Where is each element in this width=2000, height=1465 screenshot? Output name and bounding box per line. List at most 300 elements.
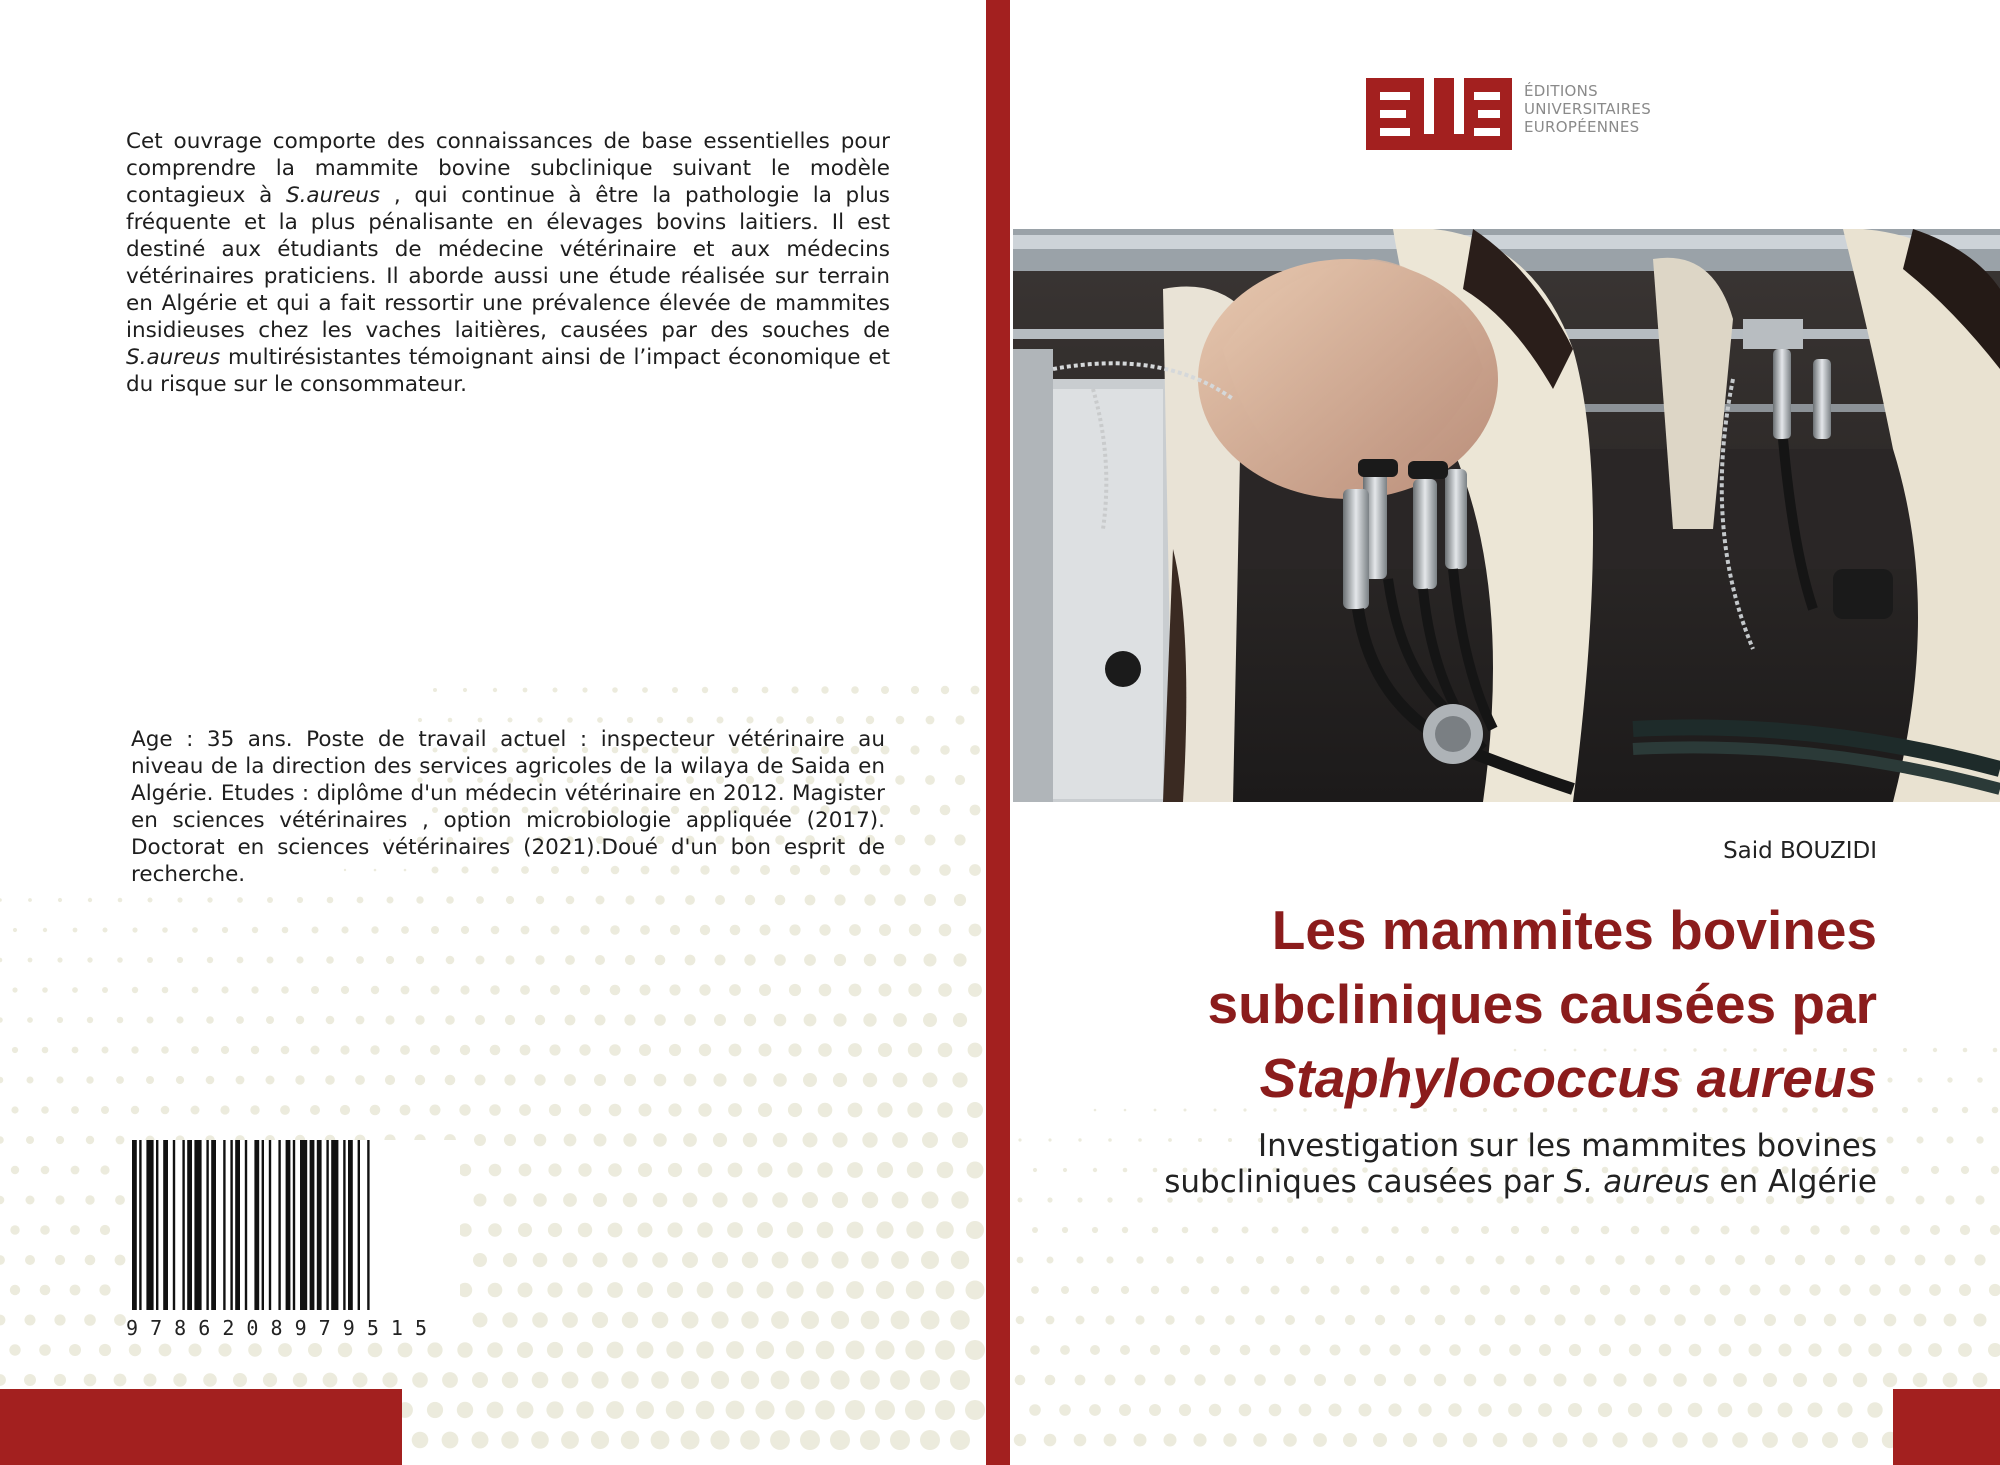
halftone-dot (639, 1044, 651, 1056)
halftone-dot (941, 686, 949, 694)
halftone-dot (860, 1370, 880, 1390)
halftone-dot (207, 957, 213, 963)
halftone-dot (233, 1373, 247, 1387)
halftone-dot (861, 1311, 880, 1330)
halftone-dot (518, 1283, 533, 1298)
halftone-dot (1765, 1255, 1775, 1265)
halftone-dot (594, 1074, 606, 1086)
halftone-dot (969, 924, 982, 937)
barcode-bar (173, 1140, 175, 1310)
halftone-dot (446, 956, 455, 965)
halftone-dot (1301, 1226, 1308, 1233)
halftone-dot (1600, 1285, 1610, 1295)
isbn-digits: 9 7 8 6 2 0 8 9 7 9 5 1 5 (126, 1316, 428, 1340)
halftone-dot (876, 1281, 894, 1299)
halftone-dot (1554, 1314, 1565, 1325)
halftone-dot (866, 716, 874, 724)
halftone-dot (1405, 1315, 1415, 1325)
halftone-dot (1961, 1166, 1969, 1174)
halftone-dot (1810, 1225, 1819, 1234)
halftone-dot (1989, 1284, 2000, 1296)
halftone-dot (176, 1076, 184, 1084)
halftone-dot (832, 1192, 848, 1208)
halftone-dot (1166, 1256, 1174, 1264)
halftone-dot (817, 1162, 833, 1178)
halftone-dot (1645, 1255, 1655, 1265)
halftone-dot (1932, 1107, 1938, 1113)
halftone-dot (221, 1046, 229, 1054)
blurb-part: Cet ouvrage comporte des connaissances de base essentielles pour comprendre la mammite bovine subclinique suivant le modèle contagieux à (126, 129, 890, 208)
halftone-dot (115, 1195, 125, 1205)
barcode-bar (223, 1140, 225, 1310)
halftone-dot (757, 1222, 773, 1238)
halftone-dot (653, 1133, 667, 1147)
halftone-dot (878, 1043, 892, 1057)
halftone-dot (1570, 1285, 1580, 1295)
halftone-dot (1212, 1227, 1219, 1234)
halftone-dot (1463, 1433, 1477, 1447)
halftone-dot (12, 987, 17, 992)
halftone-dot (653, 1193, 668, 1208)
halftone-dot (58, 898, 62, 902)
halftone-dot (25, 1255, 35, 1265)
halftone-dot (1917, 1077, 1922, 1082)
halftone-dot (1360, 1285, 1369, 1294)
halftone-dot (546, 1401, 563, 1418)
halftone-dot (1313, 1433, 1327, 1447)
halftone-dot (25, 1315, 36, 1326)
halftone-dot (1855, 1255, 1866, 1266)
halftone-dot (427, 1342, 442, 1357)
halftone-dot (741, 1371, 759, 1389)
halftone-dot (1764, 1314, 1776, 1326)
halftone-dot (802, 1192, 818, 1208)
halftone-dot (1478, 1403, 1492, 1417)
halftone-dot (1959, 1284, 1971, 1296)
title-line: subcliniques causées par (1207, 973, 1877, 1035)
halftone-dot (893, 1013, 907, 1027)
halftone-dot (1615, 1255, 1625, 1265)
halftone-dot (954, 834, 965, 845)
halftone-dot (612, 687, 618, 693)
halftone-dot (1825, 1255, 1835, 1265)
halftone-dot (86, 1076, 93, 1083)
halftone-dot (846, 1341, 865, 1360)
halftone-dot (1105, 1315, 1114, 1324)
halftone-dot (758, 1163, 773, 1178)
halftone-dot (131, 1046, 138, 1053)
halftone-dot (99, 1344, 111, 1356)
halftone-dot (655, 895, 665, 905)
halftone-dot (251, 1046, 259, 1054)
halftone-dot (668, 1103, 681, 1116)
halftone-dot (162, 987, 169, 994)
halftone-dot (161, 1106, 170, 1115)
halftone-dot (877, 1102, 892, 1117)
halftone-dot (1691, 1226, 1700, 1235)
halftone-dot (968, 983, 982, 997)
halftone-dot (642, 687, 648, 693)
halftone-dot (1750, 1225, 1759, 1234)
halftone-dot (430, 1045, 440, 1055)
halftone-dot (1585, 1255, 1594, 1264)
halftone-dot (1448, 1403, 1461, 1416)
halftone-dot (687, 717, 694, 724)
barcode-bar (269, 1140, 271, 1310)
halftone-dot (847, 1162, 863, 1178)
halftone-dot (966, 1281, 985, 1300)
halftone-dot (1945, 1195, 1954, 1204)
halftone-dot (222, 927, 228, 933)
halftone-dot (1209, 1404, 1221, 1416)
halftone-dot (951, 1251, 969, 1269)
halftone-dot (1047, 1257, 1054, 1264)
halftone-dot (682, 1312, 699, 1329)
halftone-dot (818, 1043, 832, 1057)
halftone-dot (594, 1134, 607, 1147)
halftone-dot (537, 717, 542, 722)
halftone-dot (652, 1252, 668, 1268)
halftone-dot (833, 1013, 846, 1026)
halftone-dot (1976, 1136, 1983, 1143)
halftone-dot (908, 983, 921, 996)
halftone-dot (1359, 1404, 1372, 1417)
halftone-dot (1975, 1195, 1984, 1204)
halftone-dot (1944, 1314, 1957, 1327)
halftone-dot (412, 1432, 429, 1449)
halftone-dot (131, 1106, 139, 1114)
halftone-dot (1090, 1345, 1100, 1355)
halftone-dot (353, 1373, 368, 1388)
halftone-dot (864, 894, 875, 905)
halftone-dot (1106, 1256, 1113, 1263)
halftone-dot (10, 1285, 20, 1295)
halftone-dot (310, 1105, 320, 1115)
halftone-dot (757, 1282, 774, 1299)
halftone-dot (1601, 1226, 1610, 1235)
halftone-dot (356, 956, 364, 964)
halftone-dot (715, 895, 725, 905)
halftone-dot (566, 896, 575, 905)
halftone-dot (788, 1043, 801, 1056)
halftone-dot (532, 1372, 549, 1389)
halftone-dot (296, 956, 303, 963)
halftone-dot (1044, 1434, 1057, 1447)
halftone-dot (1074, 1434, 1087, 1447)
halftone-dot (144, 1374, 157, 1387)
halftone-dot (88, 898, 92, 902)
halftone-dot (717, 717, 724, 724)
halftone-dot (1720, 1285, 1731, 1296)
halftone-dot (906, 1281, 924, 1299)
halftone-dot (263, 1373, 277, 1387)
halftone-dot (431, 926, 439, 934)
barcode-bar (235, 1140, 240, 1310)
halftone-dot (248, 1343, 262, 1357)
halftone-dot (267, 957, 274, 964)
halftone-dot (114, 1314, 126, 1326)
halftone-dot (741, 1311, 758, 1328)
halftone-dot (1598, 1403, 1612, 1417)
halftone-dot (803, 1073, 817, 1087)
halftone-dot (1391, 1226, 1399, 1234)
halftone-dot (191, 1106, 200, 1115)
halftone-dot (549, 1104, 561, 1116)
halftone-dot (1780, 1225, 1789, 1234)
halftone-dot (1390, 1285, 1399, 1294)
halftone-dot (1241, 1286, 1250, 1295)
halftone-dot (553, 688, 558, 693)
halftone-dot (640, 925, 650, 935)
halftone-dot (800, 1430, 820, 1450)
halftone-dot (1018, 1138, 1021, 1141)
halftone-dot (591, 1431, 609, 1449)
halftone-dot (518, 1223, 532, 1237)
halftone-dot (549, 1044, 560, 1055)
halftone-dot (1870, 1225, 1880, 1235)
barcode-bar (187, 1140, 192, 1310)
halftone-dot (565, 955, 575, 965)
halftone-dot (563, 1193, 577, 1207)
halftone-dot (895, 835, 906, 846)
barcode-bar (348, 1140, 353, 1310)
halftone-dot (475, 1015, 485, 1025)
halftone-dot (894, 954, 907, 967)
halftone-dot (785, 1400, 804, 1419)
halftone-dot (759, 1044, 772, 1057)
halftone-dot (1898, 1343, 1912, 1357)
title-line: Les mammites bovines (1271, 899, 1877, 961)
halftone-dot (567, 717, 573, 723)
halftone-dot (341, 926, 348, 933)
halftone-dot (1568, 1403, 1582, 1417)
halftone-dot (1093, 1168, 1097, 1172)
halftone-dot (1016, 1316, 1025, 1325)
halftone-dot (863, 1013, 876, 1026)
halftone-dot (487, 1402, 504, 1419)
halftone-dot (1661, 1226, 1670, 1235)
halftone-dot (460, 985, 469, 994)
halftone-dot (536, 896, 544, 904)
halftone-dot (655, 955, 666, 966)
halftone-dot (1164, 1374, 1175, 1385)
halftone-dot (652, 1312, 669, 1329)
author-bio: Age : 35 ans. Poste de travail actuel : inspecteur vétérinaire au niveau de la direction des services agricoles de la wilaya de Saida en Algérie. Etudes : diplôme d'un médecin vétérinaire en 2012. Magister en sciences vétérinaires , option microbiologie appliquée (2017). Doctorat en sciences vétérinaires (2021).Doué d'un bon esprit de recherche. (131, 727, 885, 887)
halftone-dot (950, 1370, 970, 1390)
halftone-dot (1135, 1375, 1146, 1386)
halftone-dot (501, 1431, 518, 1448)
halftone-dot (819, 924, 830, 935)
halftone-dot (950, 1430, 970, 1450)
halftone-dot (547, 1342, 563, 1358)
halftone-dot (101, 1106, 109, 1114)
halftone-dot (1538, 1403, 1552, 1417)
halftone-dot (666, 1341, 683, 1358)
halftone-dot (742, 1192, 757, 1207)
halftone-dot (938, 1043, 953, 1058)
halftone-dot (57, 957, 62, 962)
barcode-bar (367, 1140, 369, 1310)
halftone-dot (606, 1401, 624, 1419)
halftone-dot (1316, 1256, 1324, 1264)
halftone-dot (1837, 1402, 1852, 1417)
halftone-dot (758, 1103, 772, 1117)
halftone-dot (1702, 1432, 1718, 1448)
halftone-dot (250, 1105, 259, 1114)
halftone-dot (1242, 1227, 1249, 1234)
halftone-dot (1718, 1403, 1733, 1418)
halftone-dot (1375, 1315, 1385, 1325)
halftone-dot (0, 898, 2, 902)
halftone-dot (1150, 1345, 1160, 1355)
halftone-dot (789, 924, 800, 935)
halftone-dot (472, 1432, 489, 1449)
halftone-dot (1886, 1196, 1895, 1205)
halftone-dot (280, 1105, 290, 1115)
halftone-dot (1195, 1315, 1205, 1325)
halftone-dot (609, 1104, 622, 1117)
halftone-dot (831, 1251, 848, 1268)
halftone-dot (924, 954, 937, 967)
halftone-dot (1225, 1315, 1235, 1325)
halftone-dot (398, 1343, 413, 1358)
halftone-dot (1779, 1344, 1792, 1357)
halftone-dot (218, 1343, 231, 1356)
halftone-dot (1063, 1168, 1067, 1172)
halftone-dot (580, 925, 589, 934)
halftone-dot (608, 1223, 623, 1238)
halftone-dot (1135, 1315, 1144, 1324)
halftone-dot (920, 1370, 940, 1390)
halftone-dot (1211, 1286, 1220, 1295)
halftone-dot (954, 894, 966, 906)
halftone-dot (578, 1223, 592, 1237)
halftone-dot (1962, 1107, 1968, 1113)
halftone-dot (297, 897, 303, 903)
halftone-dot (577, 1342, 593, 1358)
halftone-dot (173, 1373, 186, 1386)
halftone-dot (26, 1136, 34, 1144)
barcode-bar (245, 1140, 247, 1310)
halftone-dot (774, 1014, 787, 1027)
blurb-species: S.aureus (126, 345, 221, 370)
halftone-dot (925, 835, 936, 846)
halftone-dot (1077, 1197, 1082, 1202)
halftone-dot (1164, 1434, 1177, 1447)
halftone-dot (1930, 1225, 1940, 1235)
halftone-dot (563, 1253, 578, 1268)
halftone-dot (1899, 1284, 1911, 1296)
halftone-dot (1884, 1314, 1897, 1327)
halftone-dot (236, 1016, 244, 1024)
halftone-dot (833, 1073, 847, 1087)
halftone-dot (755, 1400, 774, 1419)
halftone-dot (624, 1074, 636, 1086)
halftone-dot (490, 985, 500, 995)
halftone-dot (70, 1285, 81, 1296)
halftone-dot (728, 1103, 742, 1117)
halftone-dot (370, 1105, 381, 1116)
halftone-dot (1434, 1374, 1446, 1386)
halftone-dot (910, 805, 920, 815)
halftone-dot (879, 984, 892, 997)
halftone-dot (1271, 1286, 1280, 1295)
halftone-dot (890, 1430, 910, 1450)
halftone-dot (711, 1371, 729, 1389)
halftone-dot (1541, 1226, 1549, 1234)
halftone-dot (968, 1043, 983, 1058)
halftone-dot (622, 1312, 638, 1328)
halftone-dot (1901, 1166, 1909, 1174)
halftone-dot (774, 954, 786, 966)
halftone-dot (1960, 1225, 1970, 1235)
halftone-dot (727, 1282, 744, 1299)
halftone-dot (864, 954, 876, 966)
halftone-dot (1239, 1404, 1252, 1417)
halftone-dot (892, 1132, 908, 1148)
halftone-dot (1900, 1225, 1910, 1235)
halftone-dot (1120, 1345, 1130, 1355)
halftone-dot (1628, 1403, 1642, 1417)
halftone-dot (476, 896, 484, 904)
halftone-dot (1286, 1256, 1294, 1264)
halftone-dot (192, 927, 198, 933)
halftone-dot (579, 1044, 590, 1055)
halftone-dot (803, 1133, 818, 1148)
halftone-dot (685, 955, 696, 966)
halftone-dot (117, 1017, 124, 1024)
halftone-dot (821, 686, 828, 693)
halftone-dot (433, 688, 437, 692)
barcode-bar (182, 1140, 184, 1310)
halftone-dot (415, 1075, 425, 1085)
halftone-dot (357, 897, 364, 904)
halftone-dot (862, 1192, 878, 1208)
halftone-dot (1553, 1433, 1568, 1448)
halftone-dot (831, 1311, 849, 1329)
halftone-dot (939, 864, 951, 876)
publisher-line: ÉDITIONS (1524, 82, 1598, 100)
halftone-dot (69, 1344, 81, 1356)
halftone-dot (1181, 1286, 1190, 1295)
halftone-dot (493, 688, 497, 692)
halftone-dot (1223, 1433, 1236, 1446)
halftone-dot (28, 898, 32, 902)
halftone-dot (920, 1430, 940, 1450)
halftone-dot (1630, 1285, 1641, 1296)
halftone-dot (508, 718, 513, 723)
halftone-dot (474, 1134, 486, 1146)
halftone-dot (28, 958, 33, 963)
halftone-dot (1480, 1285, 1490, 1295)
halftone-dot (1732, 1432, 1748, 1448)
halftone-dot (400, 1045, 410, 1055)
halftone-dot (27, 1077, 34, 1084)
halftone-dot (517, 1342, 533, 1358)
halftone-dot (771, 1311, 789, 1329)
halftone-dot (41, 1166, 50, 1175)
halftone-dot (817, 1222, 834, 1239)
halftone-dot (278, 1343, 292, 1357)
halftone-dot (1913, 1373, 1928, 1388)
halftone-dot (1629, 1344, 1641, 1356)
halftone-dot (621, 1431, 639, 1449)
halftone-dot (26, 1196, 35, 1205)
halftone-dot (73, 928, 78, 933)
halftone-dot (1343, 1433, 1357, 1447)
halftone-dot (834, 954, 846, 966)
halftone-dot (762, 687, 769, 694)
